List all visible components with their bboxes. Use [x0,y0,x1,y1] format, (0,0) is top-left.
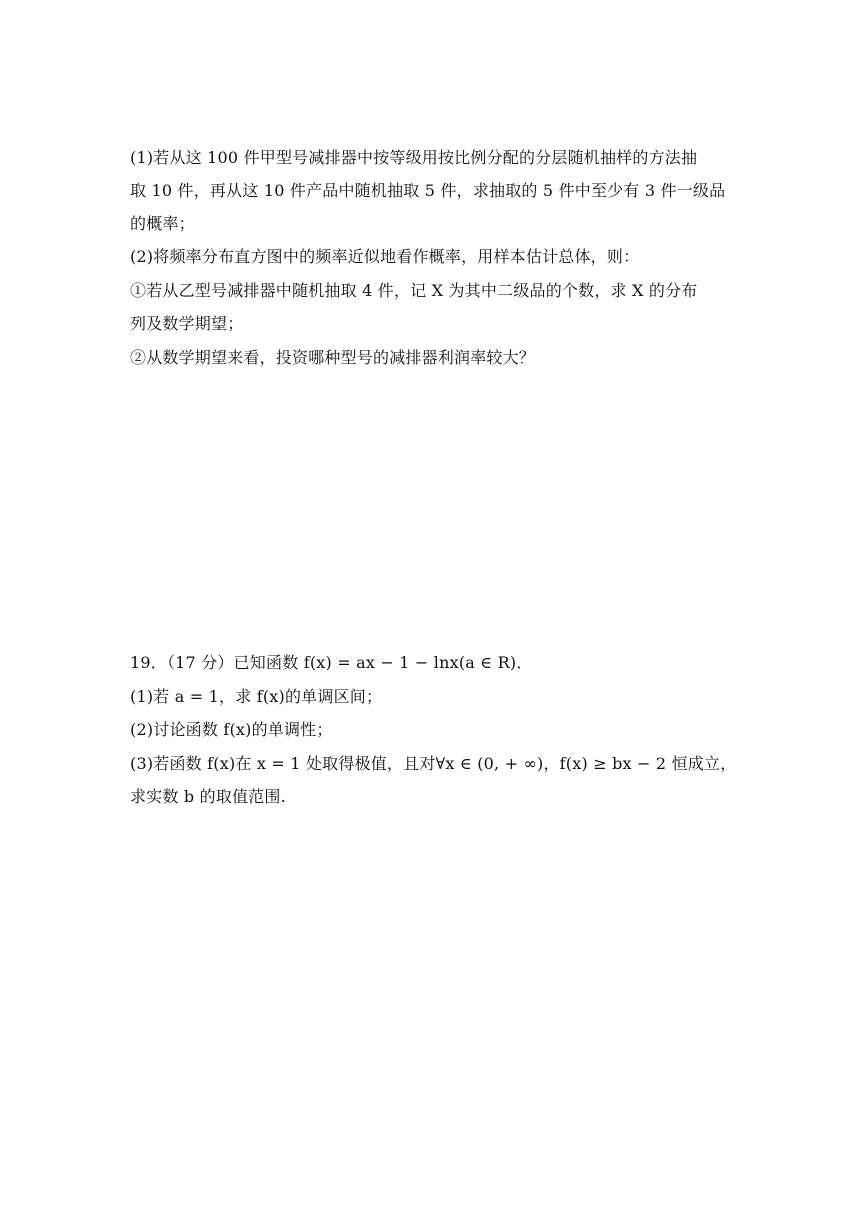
problem18-part1-line3: 的概率； [130,214,195,233]
problem18-part1-line1: (1)若从这 100 件甲型号减排器中按等级用按比例分配的分层随机抽样的方法抽 [130,148,698,167]
problem18-part1-line2: 取 10 件，再从这 10 件产品中随机抽取 5 件，求抽取的 5 件中至少有 3 件一级品 [130,181,726,200]
problem19-part3-line1: (3)若函数 f(x)在 x = 1 处取得极值，且对∀x ∈ (0, + ∞)，f(x) ≥ bx − 2 恒成立， [130,754,737,773]
problem19-header: 19．（17 分）已知函数 f(x) = ax − 1 − lnx(a ∈ R)． [130,653,533,672]
problem18-part2: (2)将频率分布直方图中的频率近似地看作概率，用样本估计总体，则： [130,247,640,266]
problem19-part3-line2: 求实数 b 的取值范围. [130,787,286,806]
problem19-part1: (1)若 a = 1，求 f(x)的单调区间； [130,687,383,706]
problem18-part2-sub1-line2: 列及数学期望； [130,314,244,333]
problem19-part2: (2)讨论函数 f(x)的单调性； [130,720,333,739]
problem18-part2-sub1-line1: ①若从乙型号减排器中随机抽取 4 件，记 X 为其中二级品的个数，求 X 的分布 [130,281,698,300]
problem18-part2-sub2: ②从数学期望来看，投资哪种型号的减排器利润率较大？ [130,348,536,367]
